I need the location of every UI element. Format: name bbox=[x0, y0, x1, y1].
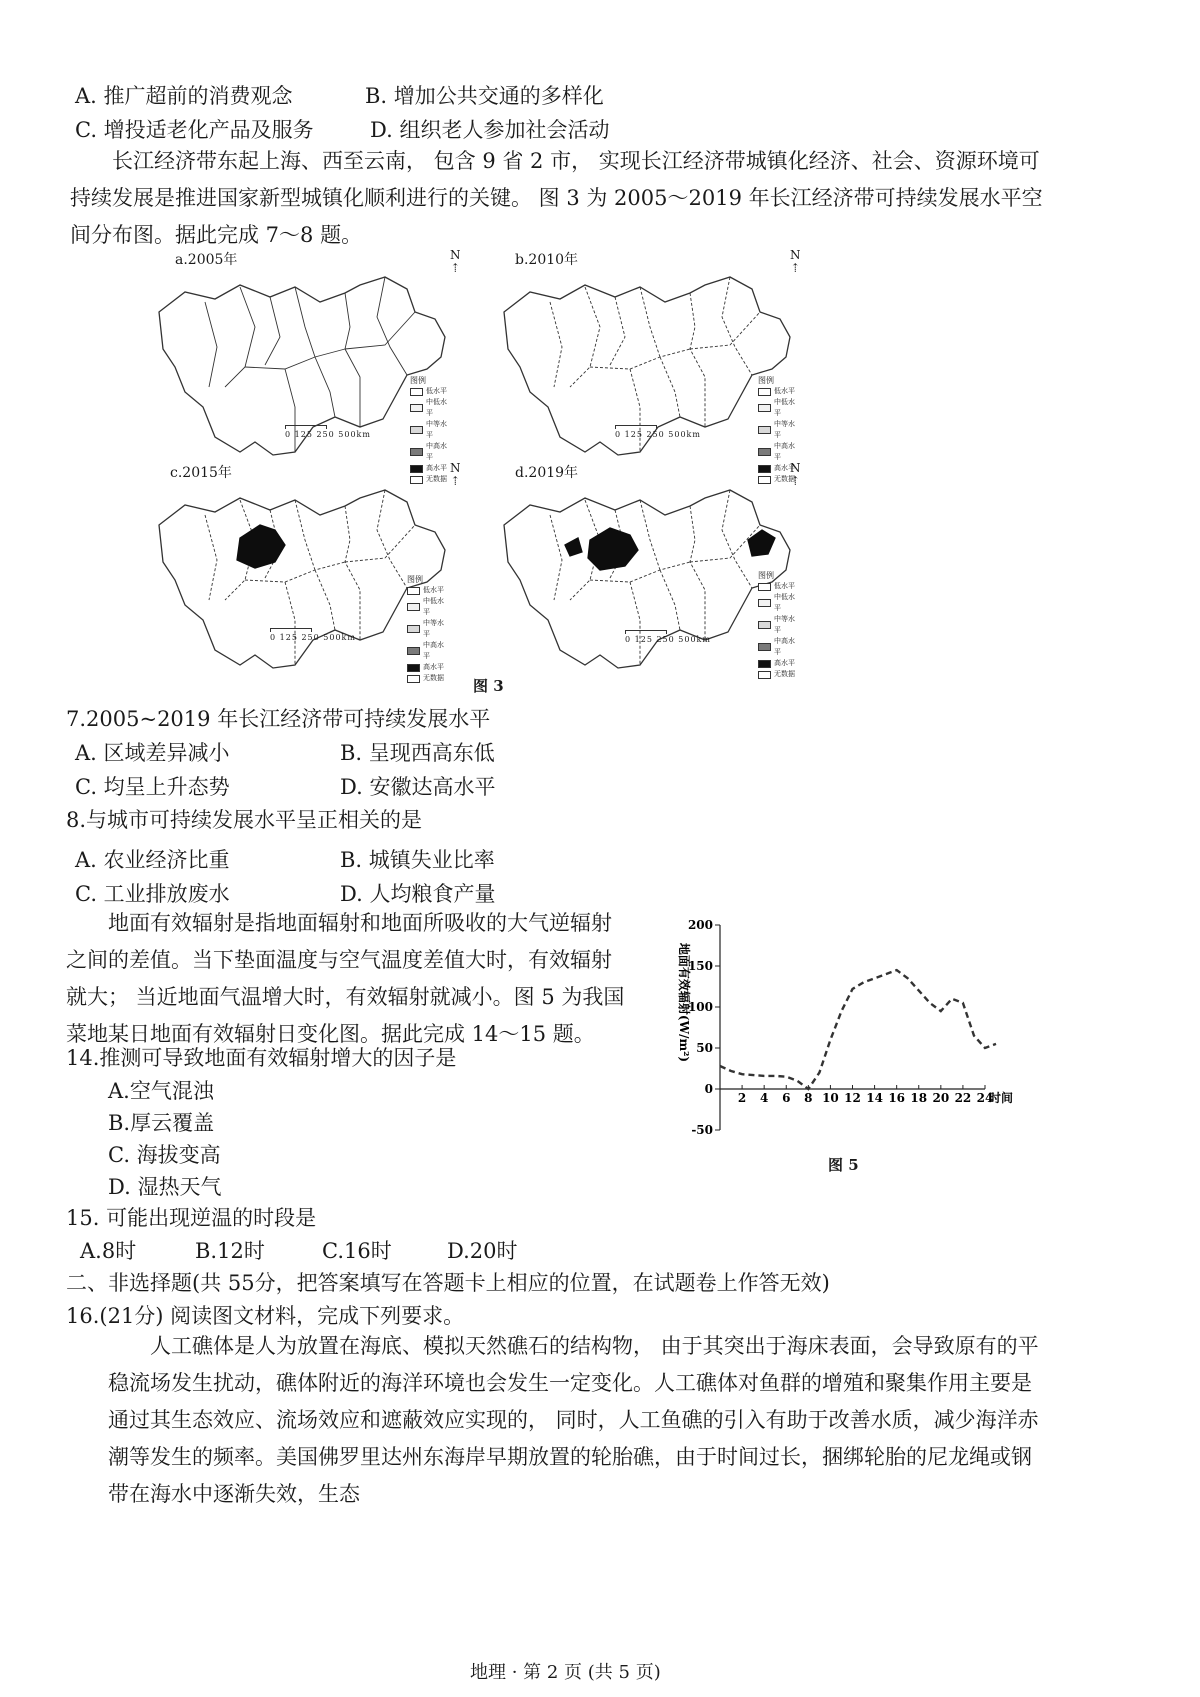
province-border bbox=[345, 506, 360, 640]
q14-option-d: D. 湿热天气 bbox=[108, 1175, 222, 1199]
y-tick-label: 200 bbox=[687, 918, 713, 932]
legend-item bbox=[410, 386, 452, 397]
scale-label: 0 125 250 500km bbox=[615, 430, 701, 439]
legend-item bbox=[758, 614, 800, 636]
legend-item bbox=[407, 662, 449, 673]
q14-option-b: B.厚云覆盖 bbox=[108, 1111, 215, 1135]
legend-title: 图例 bbox=[410, 376, 426, 385]
x-tick-label: 10 bbox=[822, 1091, 839, 1105]
legend-swatch bbox=[410, 448, 423, 456]
north-arrow-icon: N ⇡ bbox=[790, 461, 801, 488]
province-border bbox=[285, 369, 295, 452]
province-border bbox=[550, 515, 562, 600]
q14-option-a: A.空气混浊 bbox=[108, 1079, 214, 1103]
province-border bbox=[345, 525, 415, 562]
legend-swatch bbox=[407, 587, 420, 595]
legend-swatch bbox=[758, 448, 771, 456]
figure-3-caption: 图 3 bbox=[473, 677, 504, 695]
legend-label: 中低水平 bbox=[774, 593, 795, 612]
figure-5 bbox=[660, 910, 1040, 1180]
legend-label: 无数据 bbox=[774, 475, 795, 483]
q16-body: 人工礁体是人为放置在海底、模拟天然礁石的结构物， 由于其突出于海床表面，会导致原有的平稳流场发生扰动，礁体附近的海洋环境也会发生一定变化。人工礁体对鱼群的增殖和聚集作用主要是通过其生态效应、流场效应和遮蔽效应实现的， 同时，人工鱼礁的引入有助于改善水质，减少海洋赤潮等发生的频率。美国佛罗里达州东海岸早期放置的轮胎礁，由于时间过长，捆绑轮胎的尼龙绳或钢带在海水中逐渐失效，生态 bbox=[108, 1334, 1039, 1506]
province-border bbox=[345, 312, 415, 349]
x-tick-label: 18 bbox=[910, 1091, 928, 1105]
legend-swatch bbox=[407, 603, 420, 611]
province-border bbox=[285, 582, 295, 665]
q8-option-a: A. 农业经济比重 bbox=[75, 848, 230, 872]
q15-option-a: A.8时 bbox=[80, 1239, 137, 1263]
legend-swatch bbox=[758, 388, 771, 396]
high-level-region bbox=[565, 538, 582, 556]
legend-label: 中高水平 bbox=[423, 641, 444, 660]
north-label: N bbox=[450, 461, 461, 475]
legend-label: 低水平 bbox=[774, 387, 795, 395]
option-b-prev: B. 增加公共交通的多样化 bbox=[365, 84, 604, 108]
province-border bbox=[245, 349, 345, 369]
x-axis-label: 时间 bbox=[989, 1091, 1014, 1105]
legend-label: 高水平 bbox=[774, 464, 795, 472]
legend-swatch bbox=[410, 404, 423, 412]
legend-swatch bbox=[758, 426, 771, 434]
legend-item bbox=[410, 419, 452, 441]
scale-label: 0 125 250 500km bbox=[625, 635, 711, 644]
scale-bar bbox=[615, 425, 701, 439]
legend-label: 中低水平 bbox=[423, 597, 444, 616]
legend-swatch bbox=[758, 583, 771, 591]
legend-swatch bbox=[758, 660, 771, 668]
legend-label: 无数据 bbox=[774, 670, 795, 678]
province-border bbox=[610, 297, 625, 365]
panel-label: d.2019年 bbox=[515, 465, 579, 481]
q7-option-a: A. 区域差异减小 bbox=[75, 741, 230, 765]
legend-label: 中高水平 bbox=[774, 442, 795, 461]
q8-option-d: D. 人均粮食产量 bbox=[340, 882, 496, 906]
legend-item bbox=[407, 618, 449, 640]
legend-item bbox=[758, 592, 800, 614]
scale-bar bbox=[270, 628, 356, 642]
legend-label: 中低水平 bbox=[774, 398, 795, 417]
north-label: N bbox=[790, 461, 801, 475]
legend-item bbox=[758, 669, 800, 680]
x-tick-label: 16 bbox=[888, 1091, 906, 1105]
q8-option-c: C. 工业排放废水 bbox=[75, 882, 230, 906]
legend-item bbox=[758, 397, 800, 419]
legend-label: 中等水平 bbox=[426, 420, 447, 439]
province-border bbox=[315, 357, 335, 417]
legend-swatch bbox=[410, 388, 423, 396]
high-level-region bbox=[588, 528, 638, 570]
legend-title: 图例 bbox=[407, 575, 423, 584]
legend-label: 中等水平 bbox=[774, 615, 795, 634]
province-border bbox=[205, 302, 217, 387]
north-label: N bbox=[450, 248, 461, 262]
y-tick-label: 100 bbox=[687, 1000, 713, 1014]
legend-swatch bbox=[758, 643, 771, 651]
q8-option-b: B. 城镇失业比率 bbox=[340, 848, 495, 872]
legend-label: 低水平 bbox=[774, 582, 795, 590]
figure-5-chart bbox=[660, 910, 1040, 1150]
option-d-prev: D. 组织老人参加社会活动 bbox=[370, 118, 610, 142]
option-a-prev: A. 推广超前的消费观念 bbox=[75, 84, 293, 108]
legend-item bbox=[407, 585, 449, 596]
section-2-heading: 二、非选择题(共 55分，把答案填写在答题卡上相应的位置，在试题卷上作答无效) bbox=[66, 1271, 830, 1295]
q7-option-d: D. 安徽达高水平 bbox=[340, 775, 496, 799]
y-tick-label: 150 bbox=[687, 959, 713, 973]
legend-label: 中高水平 bbox=[774, 637, 795, 656]
scale-label: 0 125 250 500km bbox=[270, 633, 356, 642]
y-axis-label: 地面有效辐射(W/m²) bbox=[677, 942, 691, 1063]
province-border bbox=[205, 515, 217, 600]
legend-swatch bbox=[758, 599, 771, 607]
q16-stem: 16.(21分) 阅读图文材料，完成下列要求。 bbox=[66, 1304, 465, 1328]
figure-5-caption: 图 5 bbox=[828, 1156, 859, 1174]
q7-option-c: C. 均呈上升态势 bbox=[75, 775, 230, 799]
province-border bbox=[690, 506, 705, 640]
province-border bbox=[550, 302, 562, 387]
q15-option-d: D.20时 bbox=[447, 1239, 518, 1263]
x-tick-label: 4 bbox=[759, 1091, 769, 1105]
province-border bbox=[660, 357, 680, 417]
q8-stem: 8.与城市可持续发展水平呈正相关的是 bbox=[66, 808, 423, 832]
legend-item bbox=[758, 419, 800, 441]
page-footer: 地理 · 第 2 页 (共 5 页) bbox=[470, 1662, 661, 1683]
legend-swatch bbox=[407, 664, 420, 672]
legend-label: 高水平 bbox=[774, 659, 795, 667]
legend-label: 中高水平 bbox=[426, 442, 447, 461]
x-tick-label: 20 bbox=[932, 1091, 950, 1105]
legend-swatch bbox=[410, 426, 423, 434]
series-line bbox=[720, 970, 996, 1089]
legend-label: 低水平 bbox=[423, 586, 444, 594]
intro-14-15: 地面有效辐射是指地面辐射和地面所吸收的大气逆辐射之间的差值。当下垫面温度与空气温度差值大时，有效辐射就大； 当近地面气温增大时，有效辐射就减小。图 5 为我国菜地某日地面有效辐射日变化图。据此完成 14～15 题。 bbox=[66, 911, 625, 1046]
province-border bbox=[265, 297, 280, 365]
legend-label: 低水平 bbox=[426, 387, 447, 395]
legend-label: 中低水平 bbox=[426, 398, 447, 417]
legend-swatch bbox=[758, 404, 771, 412]
province-border bbox=[590, 349, 690, 369]
province-border bbox=[690, 312, 760, 349]
scale-bar bbox=[625, 630, 711, 644]
province-border bbox=[630, 369, 640, 452]
legend-label: 无数据 bbox=[423, 674, 444, 682]
legend-item bbox=[407, 640, 449, 662]
province-border bbox=[225, 287, 255, 387]
legend-swatch bbox=[407, 675, 420, 683]
north-arrow-icon: N ⇡ bbox=[450, 461, 461, 488]
intro-7-8: 长江经济带东起上海、西至云南， 包含 9 省 2 市， 实现长江经济带城镇化经济、社会、资源环境可持续发展是推进国家新型城镇化顺利进行的关键。 图 3 为 2005～2019 年长江经济带可持续发展水平空间分布图。据此完成 7～8 题。 bbox=[70, 149, 1043, 247]
province-border bbox=[690, 293, 705, 427]
x-tick-label: 14 bbox=[866, 1091, 883, 1105]
map-legend bbox=[758, 570, 800, 680]
province-border bbox=[660, 570, 680, 630]
x-tick-label: 6 bbox=[782, 1091, 791, 1105]
province-border bbox=[315, 570, 335, 630]
q15-stem: 15. 可能出现逆温的时段是 bbox=[66, 1206, 317, 1230]
high-level-region bbox=[237, 525, 285, 568]
scale-bar bbox=[285, 425, 371, 439]
panel-label: b.2010年 bbox=[515, 252, 579, 268]
q14-option-c: C. 海拔变高 bbox=[108, 1143, 221, 1167]
legend-item bbox=[758, 581, 800, 592]
legend-title: 图例 bbox=[758, 376, 774, 385]
legend-title: 图例 bbox=[758, 571, 774, 580]
panel-label: a.2005年 bbox=[175, 252, 238, 268]
map-legend bbox=[407, 574, 449, 684]
legend-item bbox=[410, 397, 452, 419]
province-border bbox=[345, 293, 360, 427]
legend-label: 高水平 bbox=[426, 464, 447, 472]
panel-label: c.2015年 bbox=[170, 465, 232, 481]
scale-label: 0 125 250 500km bbox=[285, 430, 371, 439]
legend-item bbox=[407, 673, 449, 684]
legend-label: 中等水平 bbox=[423, 619, 444, 638]
north-label: N bbox=[790, 248, 801, 262]
legend-swatch bbox=[407, 647, 420, 655]
y-tick-label: 0 bbox=[704, 1082, 713, 1096]
province-border bbox=[570, 287, 600, 387]
map-panel-2015 bbox=[145, 458, 540, 682]
y-tick-label: 50 bbox=[696, 1041, 713, 1055]
legend-swatch bbox=[407, 625, 420, 633]
north-arrow-icon: N ⇡ bbox=[450, 248, 461, 275]
x-tick-label: 22 bbox=[954, 1091, 972, 1105]
legend-item bbox=[758, 386, 800, 397]
legend-item bbox=[407, 596, 449, 618]
legend-label: 中等水平 bbox=[774, 420, 795, 439]
legend-item bbox=[758, 658, 800, 669]
option-c-prev: C. 增投适老化产品及服务 bbox=[75, 118, 314, 142]
q15-option-b: B.12时 bbox=[195, 1239, 265, 1263]
y-tick-label: -50 bbox=[691, 1123, 713, 1137]
x-tick-label: 8 bbox=[804, 1091, 813, 1105]
x-tick-label: 12 bbox=[844, 1091, 861, 1105]
legend-item bbox=[758, 636, 800, 658]
map-panel-2019 bbox=[490, 458, 885, 678]
legend-swatch bbox=[758, 671, 771, 679]
q7-stem: 7.2005~2019 年长江经济带可持续发展水平 bbox=[66, 707, 491, 731]
q15-option-c: C.16时 bbox=[322, 1239, 392, 1263]
x-tick-label: 24 bbox=[976, 1091, 994, 1105]
q7-option-b: B. 呈现西高东低 bbox=[340, 741, 495, 765]
legend-swatch bbox=[758, 621, 771, 629]
north-arrow-icon: N ⇡ bbox=[790, 248, 801, 275]
province-border bbox=[630, 582, 640, 665]
legend-label: 高水平 bbox=[423, 663, 444, 671]
q14-stem: 14.推测可导致地面有效辐射增大的因子是 bbox=[66, 1046, 457, 1070]
legend-label: 无数据 bbox=[426, 475, 447, 483]
x-tick-label: 2 bbox=[737, 1091, 747, 1105]
